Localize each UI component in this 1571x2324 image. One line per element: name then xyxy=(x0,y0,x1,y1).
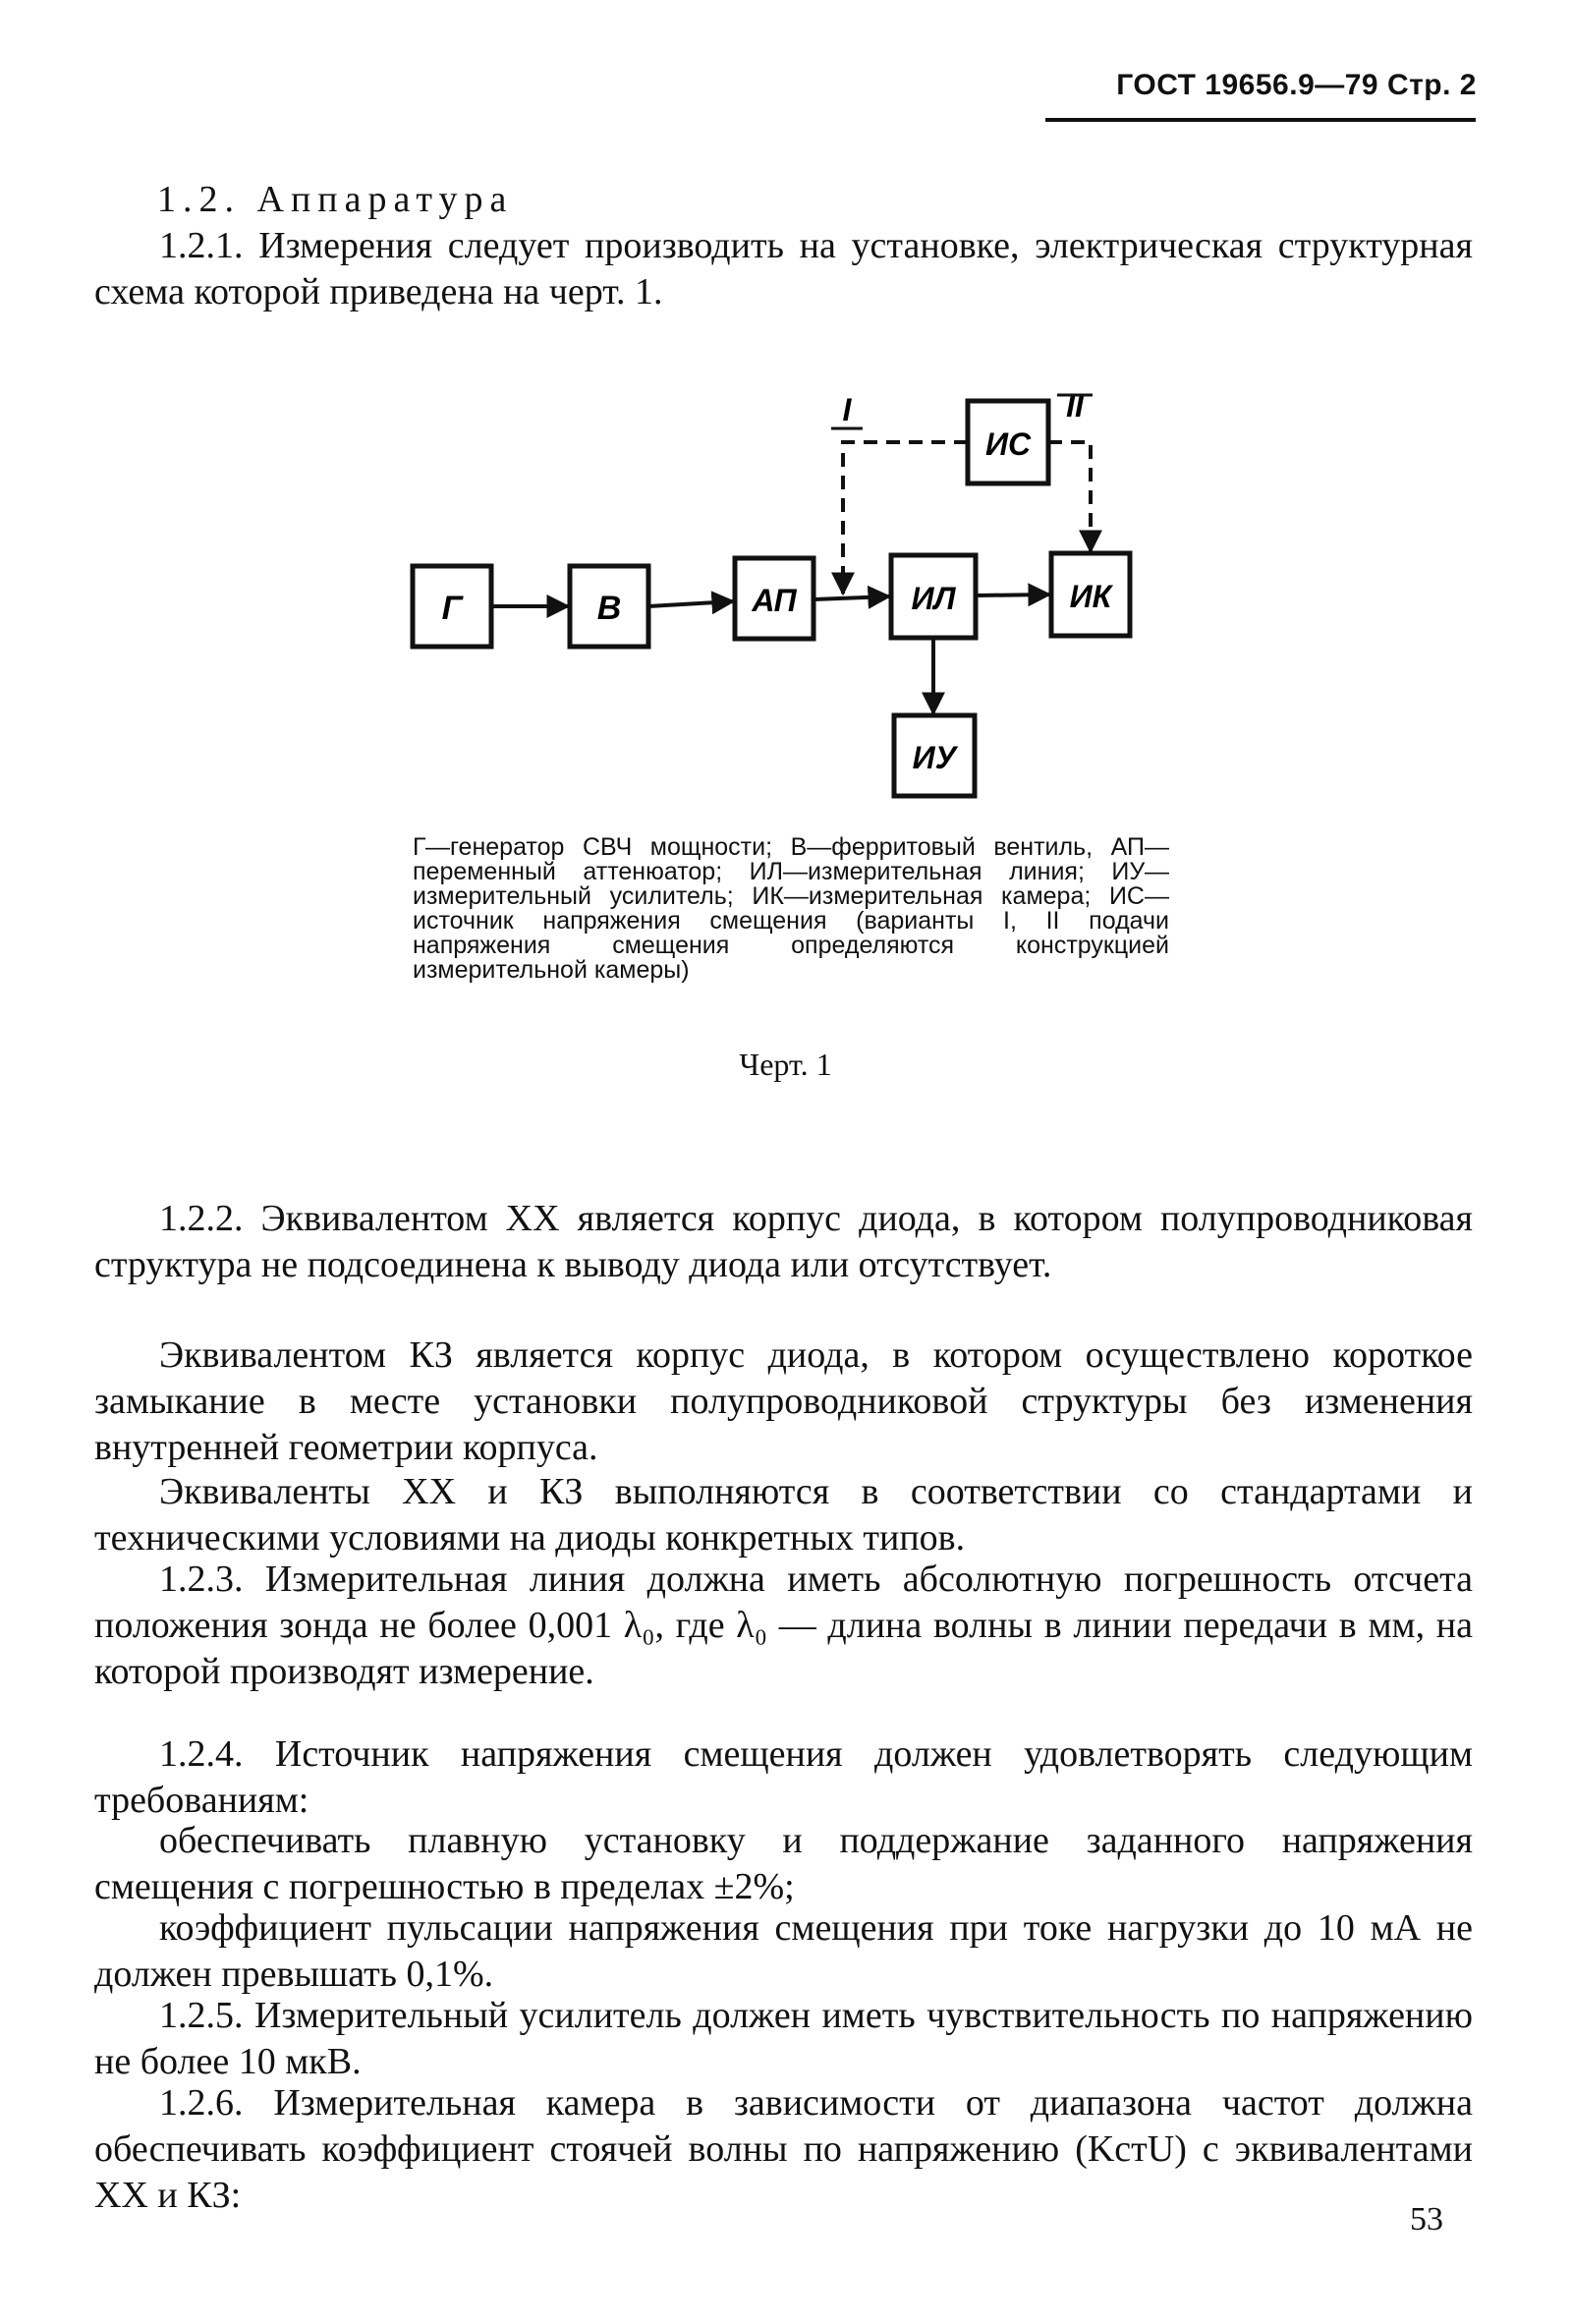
block-diagram xyxy=(0,0,1571,806)
bias-variant-i-line xyxy=(843,442,968,590)
block-measuring-amplifier xyxy=(894,715,975,796)
paragraph-1-2-3: 1.2.3. Измерительная линия должна иметь абсолютную погрешность отсчета положения зонда не более 0,001 λ₀, где λ₀ — длина волны в линии передачи в мм, на которой производят измерение. xyxy=(94,1559,1473,1692)
paragraph-1-2-4-b: коэффициент пульсации напряжения смещения при токе нагрузки до 10 мА не должен превышать 0,1%. xyxy=(94,1907,1473,1995)
paragraph-1-2-4-a: обеспечивать плавную установку и поддержание заданного напряжения смещения с погрешностью в пределах ±2%; xyxy=(94,1820,1473,1907)
paragraph-1-2-6: 1.2.6. Измерительная камера в зависимости от диапазона частот должна обеспечивать коэффициент стоячей волны по напряжению (KстU) с эквивалентами XX и КЗ: xyxy=(94,2082,1473,2216)
page-header: ГОСТ 19656.9—79 Стр. 2 xyxy=(1116,69,1477,101)
block-generator-label: Г xyxy=(441,590,463,627)
block-measuring-line xyxy=(891,555,976,638)
variant-i-label: I xyxy=(842,392,852,427)
block-bias-source-label: ИС xyxy=(984,426,1032,462)
block-measuring-chamber xyxy=(1051,553,1130,636)
page-number: 53 xyxy=(1410,2201,1443,2238)
block-ferrite-valve-label: В xyxy=(596,590,622,627)
paragraph-1-2-2-kz: Эквивалентом КЗ является корпус диода, в котором осуществлено короткое замыкание в месте установки полупроводниковой структуры без изменения внутренней геометрии корпуса. xyxy=(94,1334,1473,1468)
paragraph-1-2-5: 1.2.5. Измерительный усилитель должен иметь чувствительность по напряжению не более 10 мкВ. xyxy=(94,1995,1473,2082)
paragraph-1-2-2-equivalents: Эквиваленты XX и КЗ выполняются в соответствии со стандартами и техническими условиями на диоды конкретных типов. xyxy=(94,1471,1473,1559)
paragraph-1-2-2: 1.2.2. Эквивалентом XX является корпус диода, в котором полупроводниковая структура не подсоединена к выводу диода или отсутствует. xyxy=(94,1198,1473,1285)
arrow-ap-to-il xyxy=(814,596,889,599)
block-ferrite-valve xyxy=(570,566,648,647)
variant-ii-label: II xyxy=(1066,388,1084,424)
section-title-apparatus: 1.2. Аппаратура xyxy=(157,179,514,220)
figure-title: Черт. 1 xyxy=(739,1047,832,1082)
paragraph-1-2-4: 1.2.4. Источник напряжения смещения должен удовлетворять следующим требованиям: xyxy=(94,1733,1473,1821)
block-attenuator-label: АП xyxy=(752,583,797,618)
block-generator xyxy=(413,566,491,647)
block-measuring-amplifier-label: ИУ xyxy=(912,740,957,775)
block-measuring-line-label: ИЛ xyxy=(911,581,956,616)
block-attenuator xyxy=(735,558,814,639)
bias-variant-ii-line xyxy=(1048,442,1091,551)
figure-caption: Г—генератор СВЧ мощности; В—ферритовый вентиль, АП—переменный аттенюатор; ИЛ—измерительная линия; ИУ—измерительный усилитель; ИК—измерительная камера; ИС—источник напряжения смещения (варианты I, II подачи напряжения смещения определяются конструкцией измерительной камеры) xyxy=(413,833,1169,984)
paragraph-1-2-1: 1.2.1. Измерения следует производить на установке, электрическая структурная схема которой приведена на черт. 1. xyxy=(94,225,1473,312)
block-bias-source xyxy=(968,401,1048,483)
arrow-v-to-ap xyxy=(648,601,733,606)
block-measuring-chamber-label: ИК xyxy=(1069,579,1112,614)
